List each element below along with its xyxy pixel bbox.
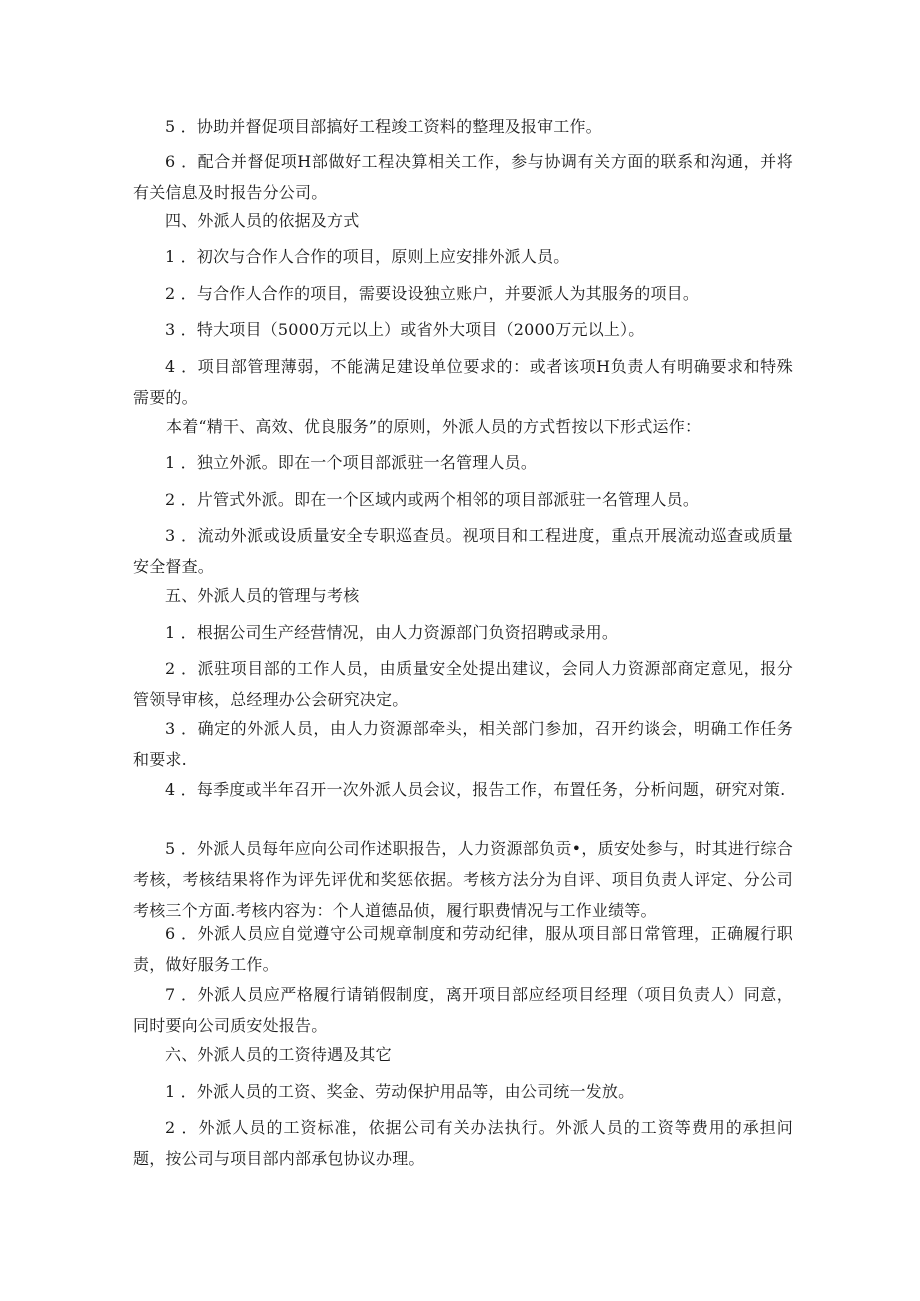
paragraph-item-7: 7 ．外派人员应严格履行请销假制度，离开项目部应经项目经理（项目负责人）同意，同时要向公司质安处报告。 (133, 985, 793, 1035)
paragraph-item-1: 1 ．初次与合作人合作的项目，原则上应安排外派人员。 (165, 247, 570, 266)
paragraph-item-6: 6 ．配合并督促项H部做好工程决算相关工作，参与协调有关方面的联系和沟通，并将有关信息及时报告分公司。 (133, 152, 793, 202)
paragraph-item-3: 3 ．流动外派或设质量安全专职巡查员。视项目和工程进度，重点开展流动巡查或质量安全督查。 (133, 526, 793, 576)
section-heading-4: 四、外派人员的依据及方式 (165, 211, 360, 230)
section-heading-6: 六、外派人员的工资待遇及其它 (165, 1045, 392, 1064)
paragraph-item-2: 2 ．与合作人合作的项目，需要设设独立账户，并要派人为其服务的项目。 (165, 284, 700, 303)
paragraph-item-2: 2 ．片管式外派。即在一个区域内或两个相邻的项目部派驻一名管理人员。 (165, 490, 700, 509)
paragraph-item-6: 6 ．外派人员应自觉遵守公司规章制度和劳动纪律，服从项目部日常管理，正确履行职责，做好服务工作。 (133, 924, 793, 974)
paragraph-item-3: 3 ．特大项目（5000万元以上）或省外大项目（2000万元以上）。 (165, 320, 645, 339)
section-heading-5: 五、外派人员的管理与考核 (165, 586, 360, 605)
paragraph-item-1: 1 ．外派人员的工资、奖金、劳动保护用品等，由公司统一发放。 (165, 1082, 635, 1101)
paragraph-item-1: 1 ．独立外派。即在一个项目部派驻一名管理人员。 (165, 453, 538, 472)
paragraph-item-4: 4 ．每季度或半年召开一次外派人员会议，报告工作，布置任务，分析问题，研究对策. (165, 780, 786, 799)
paragraph-item-3: 3 ．确定的外派人员，由人力资源部牵头，相关部门参加，召开约谈会，明确工作任务和要求. (133, 719, 793, 769)
paragraph-principle: 本着“精干、高效、优良服务”的原则，外派人员的方式哲按以下形式运作： (166, 417, 702, 436)
paragraph-item-5: 5 ．协助并督促项目部搞好工程竣工资料的整理及报审工作。 (165, 117, 602, 136)
paragraph-item-2: 2 ．派驻项目部的工作人员，由质量安全处提出建议，会同人力资源部商定意见，报分管领导审核，总经理办公会研究决定。 (133, 659, 793, 709)
paragraph-item-5: 5 ．外派人员每年应向公司作述职报告，人力资源部负贡•，质安处参与，时其进行综合考核，考核结果将作为评先评优和奖惩依据。考核方法分为自评、项目负责人评定、分公司考核三个方面.考核内容为：个人道德品侦，履行职费情况与工作业绩等。 (133, 839, 793, 920)
paragraph-item-4: 4 ．项目部管理薄弱，不能满足建设单位要求的：或者该项H负责人有明确要求和特殊需要的。 (133, 357, 793, 407)
paragraph-item-2: 2 ．外派人员的工资标准，依据公司有关办法执行。外派人员的工资等费用的承担问题，按公司与项目部内部承包协议办理。 (133, 1118, 793, 1168)
paragraph-item-1: 1 ．根据公司生产经营情况，由人力资源部门负资招聘或录用。 (165, 623, 619, 642)
